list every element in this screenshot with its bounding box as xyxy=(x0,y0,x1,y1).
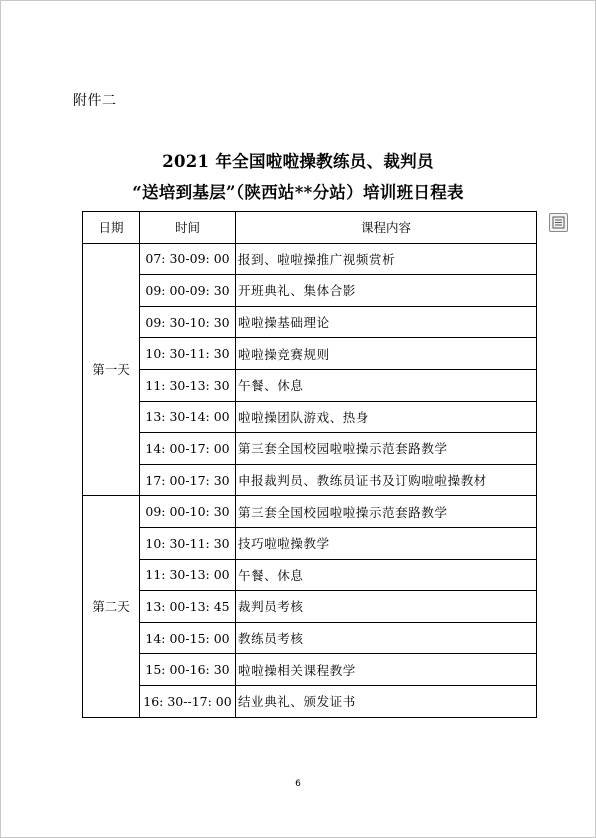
table-row xyxy=(83,369,537,401)
table-row xyxy=(83,622,537,654)
table-row xyxy=(83,496,537,528)
schedule-table xyxy=(82,211,537,718)
attachment-label: 附件二 xyxy=(73,93,117,109)
document-title-line2: “送培到基层”（陕西站**分站）培训班日程表 xyxy=(132,183,464,202)
course-content-cell: 技巧啦啦操教学 xyxy=(236,527,537,559)
table-row xyxy=(83,338,537,370)
time-cell: 13: 00-13: 45 xyxy=(140,591,236,623)
course-content-cell: 啦啦操基础理论 xyxy=(236,306,537,338)
table-row xyxy=(83,464,537,496)
table-row xyxy=(83,685,537,717)
header-time: 时间 xyxy=(140,212,236,244)
page-number: 6 xyxy=(295,779,301,789)
time-cell: 16: 30--17: 00 xyxy=(140,685,236,717)
scan-icon[interactable] xyxy=(549,213,568,232)
course-content-cell: 第三套全国校园啦啦操示范套路教学 xyxy=(236,433,537,465)
time-cell: 11: 30-13: 00 xyxy=(140,559,236,591)
course-content-cell: 报到、啦啦操推广视频赏析 xyxy=(236,243,537,275)
document-title-line1: 2021 年全国啦啦操教练员、裁判员 xyxy=(162,152,434,171)
day-label: 第一天 xyxy=(83,243,140,496)
course-content-cell: 啦啦操相关课程教学 xyxy=(236,654,537,686)
course-content-cell: 啦啦操团队游戏、热身 xyxy=(236,401,537,433)
time-cell: 15: 00-16: 30 xyxy=(140,654,236,686)
time-cell: 11: 30-13: 30 xyxy=(140,369,236,401)
course-content-cell: 申报裁判员、教练员证书及订购啦啦操教材 xyxy=(236,464,537,496)
course-content-cell: 第三套全国校园啦啦操示范套路教学 xyxy=(236,496,537,528)
table-row xyxy=(83,401,537,433)
table-row xyxy=(83,559,537,591)
table-row xyxy=(83,243,537,275)
time-cell: 10: 30-11: 30 xyxy=(140,527,236,559)
course-content-cell: 啦啦操竞赛规则 xyxy=(236,338,537,370)
time-cell: 07: 30-09: 00 xyxy=(140,243,236,275)
table-row xyxy=(83,654,537,686)
time-cell: 13: 30-14: 00 xyxy=(140,401,236,433)
header-content: 课程内容 xyxy=(236,212,537,244)
course-content-cell: 午餐、休息 xyxy=(236,369,537,401)
time-cell: 09: 30-10: 30 xyxy=(140,306,236,338)
table-row xyxy=(83,306,537,338)
course-content-cell: 开班典礼、集体合影 xyxy=(236,275,537,307)
time-cell: 10: 30-11: 30 xyxy=(140,338,236,370)
day-label: 第二天 xyxy=(83,496,140,717)
course-content-cell: 裁判员考核 xyxy=(236,591,537,623)
time-cell: 09: 00-09: 30 xyxy=(140,275,236,307)
time-cell: 17: 00-17: 30 xyxy=(140,464,236,496)
time-cell: 09: 00-10: 30 xyxy=(140,496,236,528)
course-content-cell: 教练员考核 xyxy=(236,622,537,654)
time-cell: 14: 00-15: 00 xyxy=(140,622,236,654)
table-header-row xyxy=(83,212,537,244)
course-content-cell: 午餐、休息 xyxy=(236,559,537,591)
course-content-cell: 结业典礼、颁发证书 xyxy=(236,685,537,717)
table-row xyxy=(83,591,537,623)
time-cell: 14: 00-17: 00 xyxy=(140,433,236,465)
table-row xyxy=(83,527,537,559)
table-row xyxy=(83,433,537,465)
table-row xyxy=(83,275,537,307)
header-date: 日期 xyxy=(83,212,140,244)
